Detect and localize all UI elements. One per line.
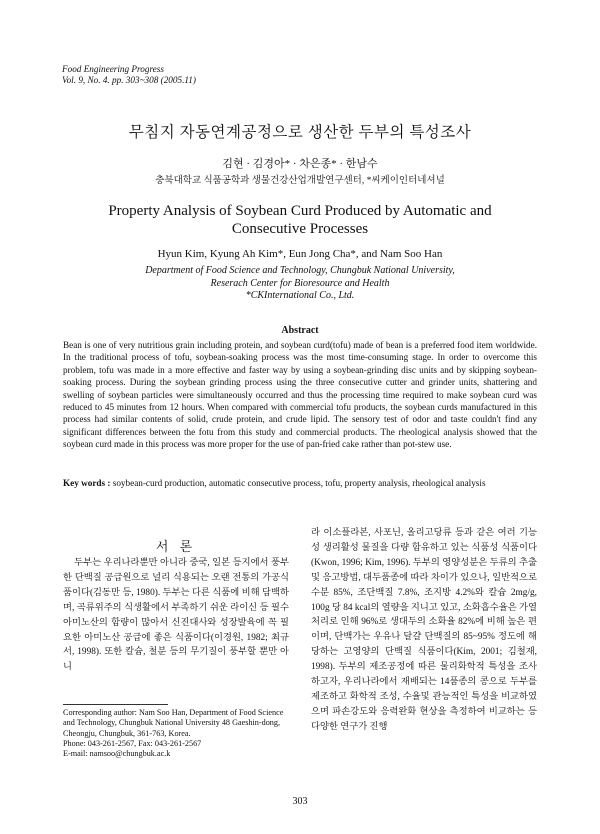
journal-name: Food Engineering Progress	[62, 64, 164, 74]
section-heading-introduction: 서 론	[155, 539, 197, 554]
keywords	[63, 477, 537, 489]
keywords-label: Key words :	[63, 478, 111, 488]
footnote-divider	[63, 704, 168, 705]
page-number: 303	[292, 796, 308, 807]
korean-title: 무침지 자동연계공정으로 생산한 두부의 특성조사	[128, 124, 472, 141]
journal-volume: Vol. 9, No. 4. pp. 303~308 (2005.11)	[62, 75, 196, 85]
footnote-email: E-mail: namsoo@chungbuk.ac.k	[63, 749, 171, 759]
english-authors: Hyun Kim, Kyung Ah Kim*, Eun Jong Cha*, and Nam Soo Han	[157, 248, 443, 260]
footnote-phone: Phone: 043-261-2567, Fax: 043-261-2567	[63, 738, 202, 748]
affiliation-line-2: Reserach Center for Bioresource and Health	[210, 277, 390, 289]
english-title: Property Analysis of Soybean Curd Produced by Automatic and Consecutive Processes	[108, 203, 492, 237]
body-text-right-column: 라 이소플라본, 사포닌, 올리고당류 등과 같은 여러 기능성 생리활성 물질을 다량 함유하고 있는 식품성 식품이다(Kwon, 1996; Kim, 1996). 두부의 영양성분은 두류의 추출 및 응고방법, 대두품종에 따라 차이가 있으나, 일반적으로 수분 85%, 조단백질 7.8%, 조지방 4.2%와 칼슘 2mg/g, 100g 당 84 kcal의 열량을 지니고 있고, 소화흡수율은 가열처리로 인해 96%로 생대두의 소화율 82%에 비해 높은 편이며, 단백가는 우유나 달걀 단백질의 85~95% 정도에 해당하는 고영양의 단백질 식품이다(Kim, 2001; 김철재, 1998). 두부의 제조공정에 따른 물리화학적 특성을 조사하고자, 우리나라에서 재배되는 14품종의 콩으로 두부를 제조하고 화학적 조성, 수율및 관능적인 특성을 비교하였으며 파손강도와 응력완화 현상을 측정하여 비교하는 등 다양한 연구가 진행	[311, 528, 537, 732]
korean-affiliation: 충북대학교 식품공학과 생물건강산업개발연구센터, *씨케이인터네셔널	[155, 176, 445, 186]
english-affiliation	[0, 265, 600, 303]
abstract-heading: Abstract	[281, 325, 319, 336]
corresponding-author-footnote	[63, 708, 289, 759]
affiliation-line-1: Department of Food Science and Technology, Chungbuk National University,	[145, 265, 455, 276]
affiliation-line-3: *CKInternational Co., Ltd.	[245, 290, 355, 302]
journal-header	[62, 64, 196, 86]
korean-authors: 김현 · 김경아* · 차은종* · 한남수	[222, 158, 378, 170]
keywords-text: soybean-curd production, automatic consecutive process, tofu, property analysis, rheological analysis	[110, 478, 486, 488]
footnote-address: Corresponding author: Nam Soo Han, Department of Food Science and Technology, Chungbuk National University 48 Gaeshin-dong, Cheongju, Chungbuk, 361-763, Korea.	[63, 708, 284, 738]
body-text-left-column: 두부는 우리나라뿐만 아니라 중국, 일본 등지에서 풍부한 단백질 공급원으로 널리 식용되는 오랜 전통의 가공식품이다(김동만 등, 1980). 두부는 다른 식품에 비해 담백하며, 곡류위주의 식생활에서 부족하기 쉬운 라이신 등 필수아미노산의 함량이 많아서 신진대사와 성장발육에 꼭 필요한 아미노산 공급에 좋은 식품이다(이경원, 1982; 최규서, 1998). 또한 칼슘, 철분 등의 무기질이 풍부할 뿐만 아니	[63, 558, 289, 673]
abstract-text: Bean is one of very nutritious grain including protein, and soybean curd(tofu) made of bean is a preferred food item worldwide. In the traditional process of tofu, soybean-soaking process was the most time-consuming stage. In order to overcome this problem, tofu was made in a more effective and faster way by using a soybean-grinding disc units and by skipping soybean-soaking process. During the soybean grinding process using the three consecutive cutter and grinder units, shattering and swelling of soybean particles were simultaneously occurred and thus the processing time required to make soybean curd was reduced to 45 minutes from 12 hours. When compared with commercial tofu products, the soybean curds manufactured in this process had similar contents of solid, crude protein, and crude lipid. The sensory test of odor and taste couldn't find any significant differences between the fotu from this study and commercial products. The rheological analysis showed that the soybean curd made in this process was more proper for the use of pan-fried cake rather than pot-stew use.	[63, 340, 537, 450]
